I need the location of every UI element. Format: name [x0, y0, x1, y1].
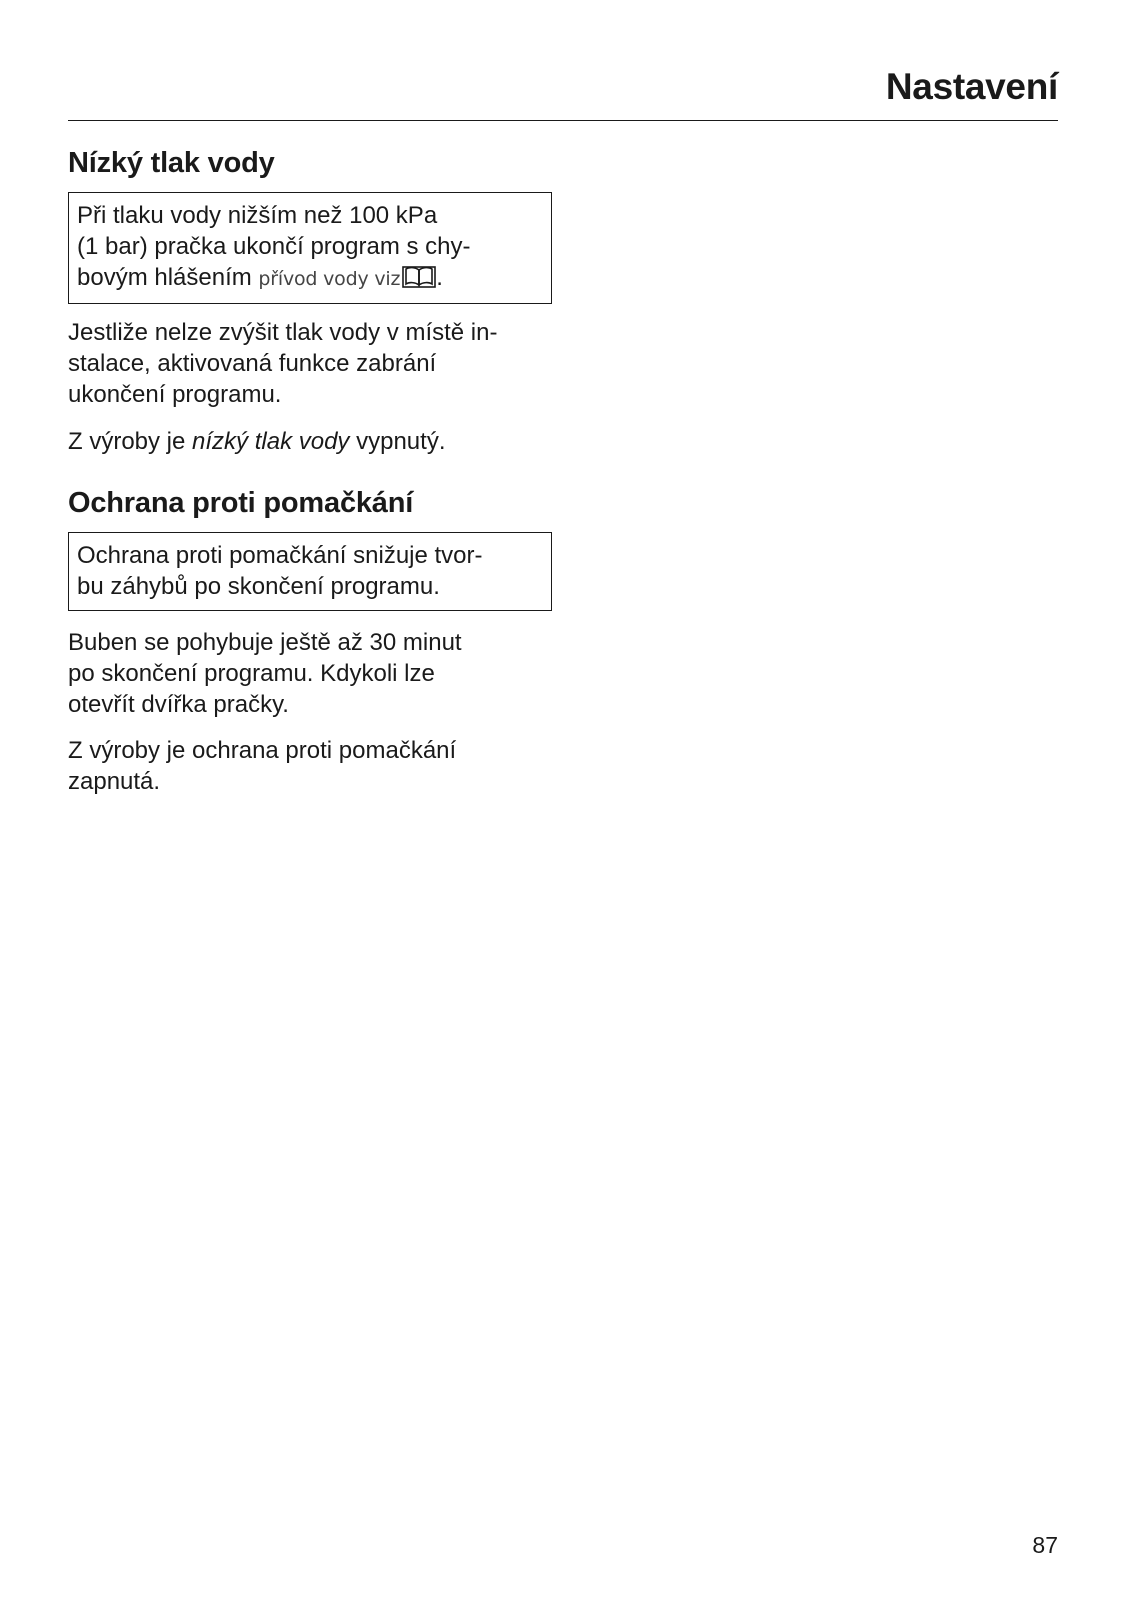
- text-line: Jestliže nelze zvýšit tlak vody v místě in-: [68, 319, 498, 346]
- italic-term: nízký tlak vody: [192, 428, 350, 455]
- text-line: otevřít dvířka pračky.: [68, 691, 289, 718]
- page-title: Nastavení: [885, 66, 1058, 107]
- text-line: Buben se pohybuje ještě až 30 minut: [68, 629, 462, 656]
- box-text: bovým hlášením: [77, 264, 259, 291]
- book-icon: [402, 264, 436, 288]
- info-box-low-water-pressure: [68, 192, 552, 304]
- text-line: Z výroby je ochrana proti pomačkání: [68, 737, 457, 764]
- page-header: [68, 58, 1058, 121]
- paragraph-install-pressure: [68, 317, 552, 410]
- box-line: Při tlaku vody nižším než 100 kPa: [77, 202, 438, 229]
- box-text-suffix: .: [436, 264, 443, 291]
- display-message: přívod vody viz: [258, 268, 401, 290]
- text-line: ukončení programu.: [68, 381, 282, 408]
- paragraph-drum-movement: [68, 627, 552, 720]
- section-heading-anti-crease: Ochrana proti pomačkání: [68, 487, 414, 519]
- section-anti-crease: [68, 485, 552, 521]
- box-line: bu záhybů po skončení programu.: [77, 573, 440, 600]
- paragraph-factory-default-2: [68, 735, 552, 797]
- text-segment: vypnutý.: [349, 428, 446, 455]
- box-line: (1 bar) pračka ukončí program s chy-: [77, 233, 471, 260]
- info-box-anti-crease: [68, 532, 552, 611]
- text-line: zapnutá.: [68, 768, 161, 795]
- section-low-water-pressure: [68, 145, 552, 181]
- text-segment: Z výroby je: [68, 428, 193, 455]
- box-line: [77, 262, 543, 295]
- paragraph-factory-default-1: [68, 426, 552, 457]
- section-heading-low-water-pressure: Nízký tlak vody: [68, 147, 275, 179]
- text-line: stalace, aktivovaná funkce zabrání: [68, 350, 437, 377]
- box-line: Ochrana proti pomačkání snižuje tvor-: [77, 542, 483, 569]
- page-number: 87: [1032, 1532, 1058, 1558]
- text-line: po skončení programu. Kdykoli lze: [68, 660, 435, 687]
